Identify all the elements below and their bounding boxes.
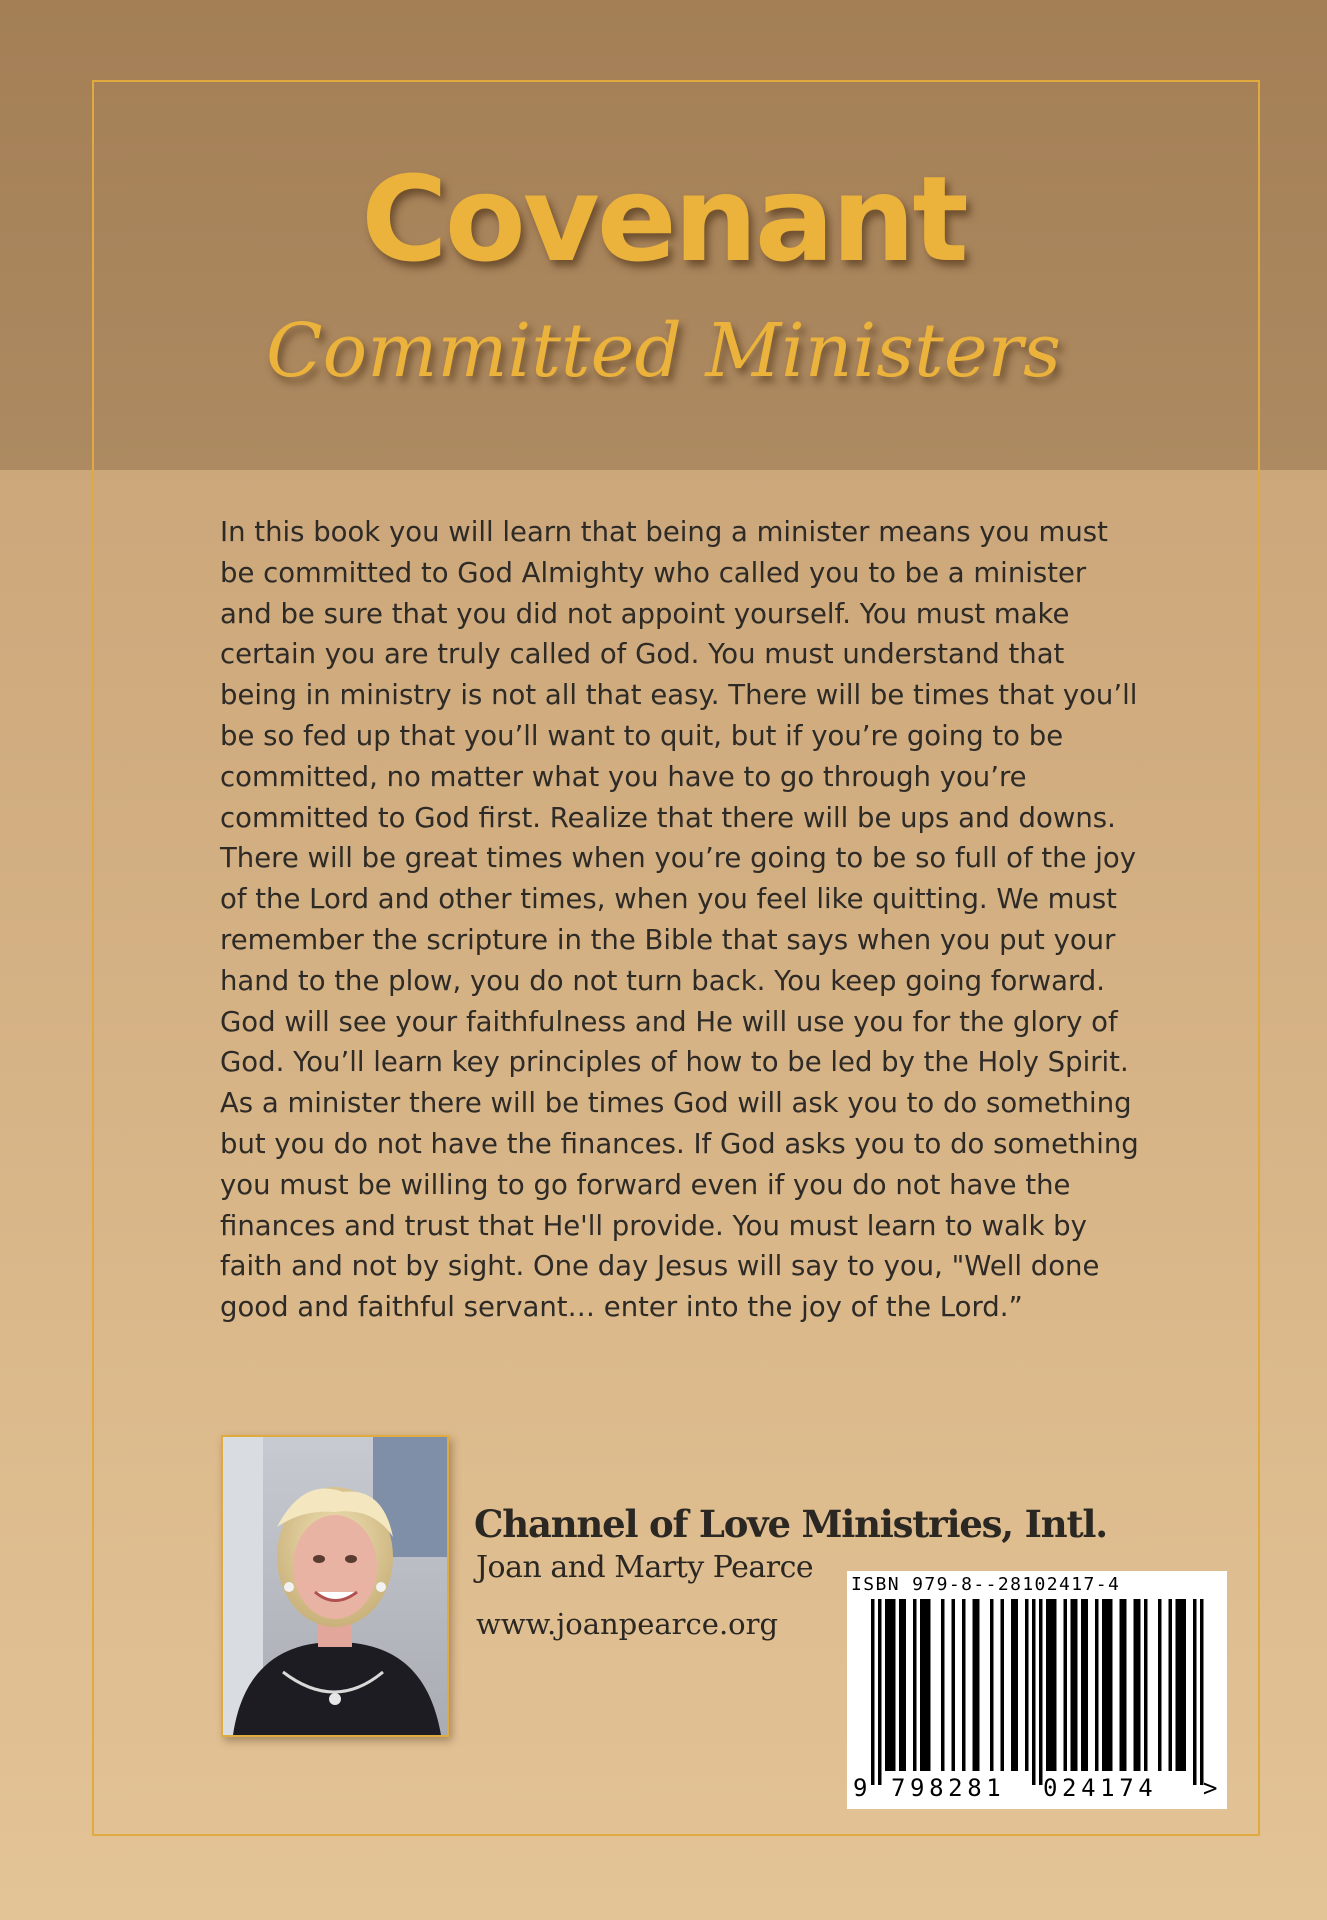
barcode-bar	[927, 1599, 931, 1771]
barcode-bar	[941, 1599, 945, 1771]
barcode-bar	[878, 1599, 882, 1785]
barcode-quiet-mark: >	[1203, 1774, 1218, 1802]
author-names: Joan and Marty Pearce	[476, 1550, 814, 1585]
barcode-bar	[1011, 1599, 1015, 1771]
barcode-bar	[885, 1599, 889, 1771]
barcode-bar	[871, 1599, 875, 1785]
barcode-bar	[1039, 1599, 1043, 1785]
publisher-name: Channel of Love Ministries, Intl.	[474, 1502, 1107, 1546]
isbn-barcode-icon	[847, 1571, 1227, 1809]
barcode-bar	[903, 1599, 907, 1771]
barcode-bar	[1137, 1599, 1141, 1771]
barcode-bar	[952, 1599, 956, 1771]
barcode-bar	[1071, 1599, 1075, 1771]
barcode-lead-digit: 9	[853, 1774, 868, 1802]
barcode-bar	[899, 1599, 903, 1771]
barcode-bar	[990, 1599, 994, 1771]
barcode-bar	[1064, 1599, 1068, 1771]
barcode-bar	[892, 1599, 896, 1771]
barcode-bar	[1025, 1599, 1029, 1771]
barcode-bar	[1046, 1599, 1050, 1771]
back-cover-blurb: In this book you will learn that being a minister means you must be committed to God Almighty who called you to be a minister and be sure that you did not appoint yourself. You must make certain you are truly called of God. You must understand that being in ministry is not all that easy. There will be times that you’ll be so fed up that you’ll want to quit, but if you’re going to be committed, no matter what you have to go through you’re committed to God first. Realize that there will be ups and downs. There will be great times when you’re going to be so full of the joy of the Lord and other times, when you feel like quitting. We must remember the scripture in the Bible that says when you put your hand to the plow, you do not turn back. You keep going forward. God will see your faithfulness and He will use you for the glory of God. You’ll learn key principles of how to be led by the Holy Spirit. As a minister there will be times God will ask you to do something but you do not have the finances. If God asks you to do something you must be willing to go forward even if you do not have the finances and trust that He'll provide. You must learn to walk by faith and not by sight. One day Jesus will say to you, "Well done good and faithful servant… enter into the joy of the Lord.”	[220, 516, 1139, 1324]
barcode-bar	[1176, 1599, 1180, 1771]
barcode-bar	[1193, 1599, 1197, 1785]
barcode-bar	[976, 1599, 980, 1771]
barcode-bar	[1123, 1599, 1127, 1771]
book-title: Covenant	[361, 150, 966, 288]
book-subtitle: Committed Ministers	[266, 308, 1061, 394]
barcode-bar	[1001, 1599, 1005, 1771]
barcode-bar	[1179, 1599, 1183, 1771]
website-url: www.joanpearce.org	[476, 1607, 779, 1641]
barcode-bar	[1144, 1599, 1148, 1771]
barcode-bar	[1053, 1599, 1057, 1771]
barcode-right-group: 024174	[1043, 1774, 1158, 1802]
barcode-bar	[1106, 1599, 1110, 1771]
barcode-bar	[1032, 1599, 1036, 1785]
barcode-bar	[962, 1599, 966, 1771]
barcode-bar	[1095, 1599, 1099, 1771]
barcode-bar	[1120, 1599, 1124, 1771]
barcode-bar	[1109, 1599, 1113, 1771]
barcode-bar	[1050, 1599, 1054, 1771]
barcode-bar	[1081, 1599, 1085, 1771]
barcode-bar	[920, 1599, 924, 1771]
barcode-bar	[1183, 1599, 1187, 1771]
barcode-bar	[1085, 1599, 1089, 1771]
barcode-bar	[1074, 1599, 1078, 1771]
barcode-bar	[1200, 1599, 1204, 1785]
isbn-label: ISBN 979-8--28102417-4	[851, 1574, 1121, 1595]
barcode-bar	[1102, 1599, 1106, 1771]
barcode-bar	[973, 1599, 977, 1771]
barcode-bar	[1134, 1599, 1138, 1771]
barcode-bar	[924, 1599, 928, 1771]
barcode-left-group: 798281	[891, 1774, 1006, 1802]
author-portrait-image	[221, 1435, 449, 1737]
barcode-bar	[1015, 1599, 1019, 1771]
barcode-bar	[1169, 1599, 1173, 1771]
portrait-illustration	[223, 1437, 447, 1735]
barcode-bar	[889, 1599, 893, 1771]
barcode-bar	[1158, 1599, 1162, 1771]
barcode-bar	[913, 1599, 917, 1771]
